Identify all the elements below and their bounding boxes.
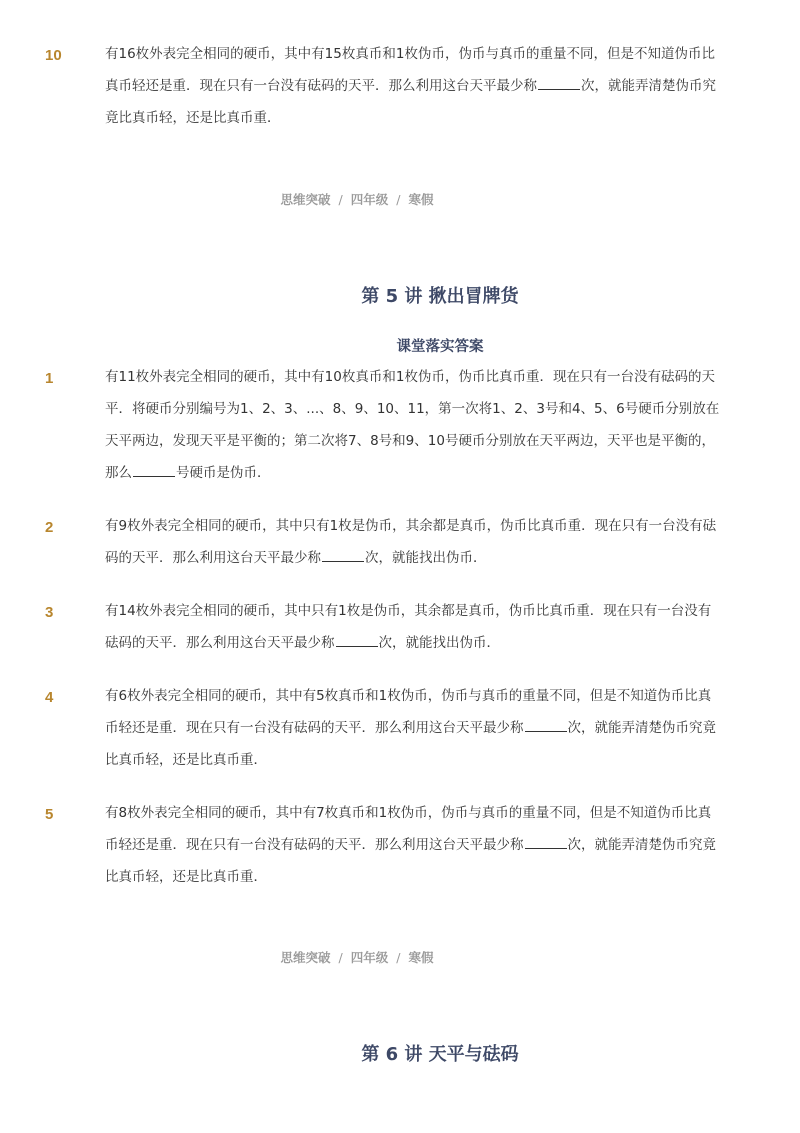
answer-blank[interactable] [525,719,567,732]
answer-blank[interactable] [538,77,580,90]
answer-blank[interactable] [133,464,175,477]
problem-number: 3 [45,604,54,621]
problem-text: 有9枚外表完全相同的硬币，其中只有1枚是伪币，其余都是真币，伪币比真币重．现在只有一台没有砝码的天平．那么利用这台天平最少称 次，就能找出伪币． [105,518,717,566]
section-title: 课堂落实答案 [396,339,484,355]
problem-text: 有11枚外表完全相同的硬币，其中有10枚真币和1枚伪币，伪币比真币重．现在只有一台没有砝码的天平．将硬币分别编号为1、2、3、...、8、9、10、11，第一次将1、2、3号和4、5、6号硬币分别放在天平两边，发现天平是平衡的；第二次将7、8号和9、10号硬币分别放在天平两边，天平也是平衡的，那么 号硬币是伪币． [105,369,720,481]
problem-text: 有16枚外表完全相同的硬币，其中有15枚真币和1枚伪币，伪币与真币的重量不同，但是不知道伪币比真币轻还是重．现在只有一台没有砝码的天平．那么利用这台天平最少称 次，就能弄清楚伪币究竟比真币轻，还是比真币重． [105,46,716,126]
problem-number: 4 [45,689,54,706]
problem-text: 有8枚外表完全相同的硬币，其中有7枚真币和1枚伪币，伪币与真币的重量不同，但是不知道伪币比真币轻还是重．现在只有一台没有砝码的天平．那么利用这台天平最少称 次，就能弄清楚伪币究竟比真币轻，还是比真币重． [105,805,716,885]
answer-blank[interactable] [322,549,364,562]
problem-text: 有6枚外表完全相同的硬币，其中有5枚真币和1枚伪币，伪币与真币的重量不同，但是不知道伪币比真币轻还是重．现在只有一台没有砝码的天平．那么利用这台天平最少称 次，就能弄清楚伪币究竟比真币轻，还是比真币重． [105,688,716,768]
page-footer: 思维突破 / 四年级 / 寒假 [280,192,434,207]
lecture-title: 第 5 讲 揪出冒牌货 [361,286,519,307]
answer-blank[interactable] [336,634,378,647]
problem-text: 有14枚外表完全相同的硬币，其中只有1枚是伪币，其余都是真币，伪币比真币重．现在只有一台没有砝码的天平．那么利用这台天平最少称 次，就能找出伪币． [105,603,712,651]
page-footer: 思维突破 / 四年级 / 寒假 [280,950,434,965]
problem-number: 5 [45,806,54,823]
answer-blank[interactable] [525,836,567,849]
problem-number: 10 [45,47,62,64]
lecture-title: 第 6 讲 天平与砝码 [361,1044,519,1065]
problem-number: 2 [45,519,54,536]
problem-number: 1 [45,370,54,387]
